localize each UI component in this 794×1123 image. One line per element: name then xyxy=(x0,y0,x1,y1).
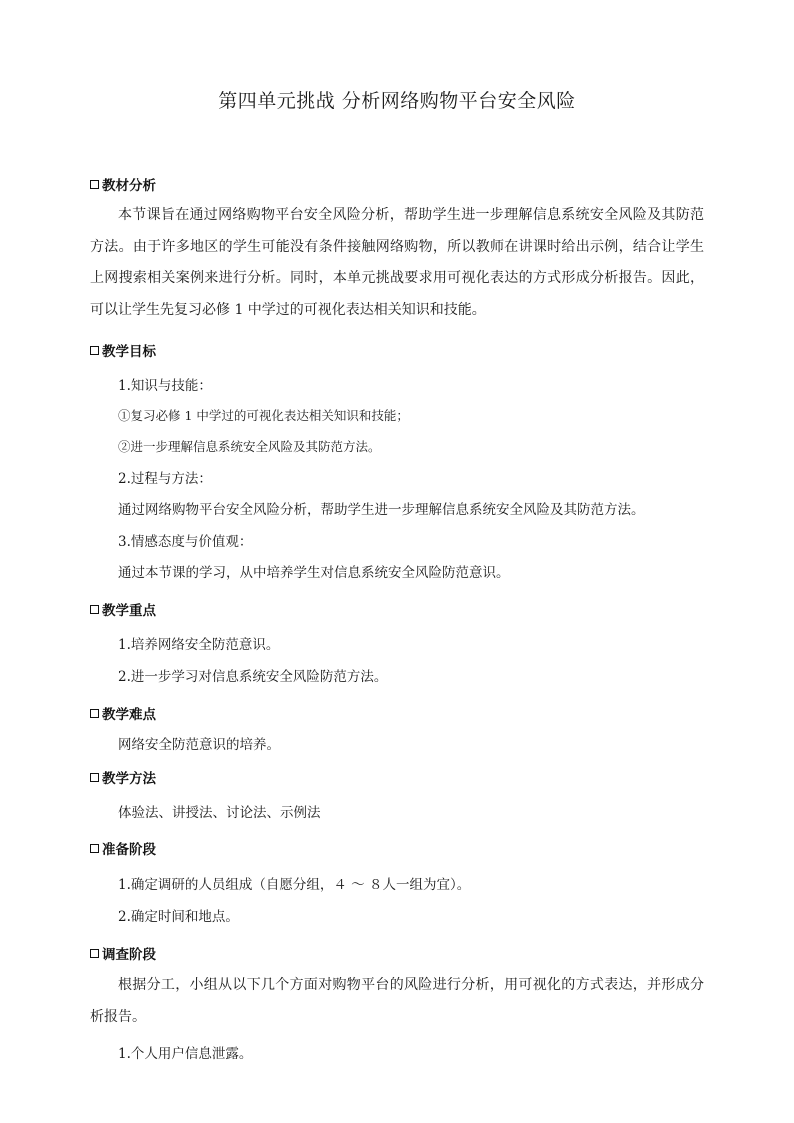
section-heading-label: 教材分析 xyxy=(102,178,156,194)
checkbox-icon xyxy=(90,844,99,853)
goal-item: 3.情感态度与价值观： xyxy=(118,534,253,550)
analysis-paragraph: 本节课旨在通过网络购物平台安全风险分析，帮助学生进一步理解信息系统安全风险及其防范方法。由于许多地区的学生可能没有条件接触网络购物，所以教师在讲课时给出示例，结合让学生上网搜索相关案例来进行分析。同时，本单元挑战要求用可视化表达的方式形成分析报告。因此，可以让学生先复习必修 1 中学过的可视化表达相关知识和技能。 xyxy=(90,207,704,318)
checkbox-icon xyxy=(90,605,99,614)
checkbox-icon xyxy=(90,346,99,355)
section-heading-label: 教学重点 xyxy=(102,603,156,619)
document-title: 第四单元挑战 分析网络购物平台安全风险 xyxy=(218,90,576,112)
section-heading-label: 教学难点 xyxy=(102,707,156,723)
section-heading-investigation xyxy=(90,943,156,963)
goal-item: 1.知识与技能： xyxy=(118,378,212,394)
preparation-item: 2.确定时间和地点。 xyxy=(118,909,239,925)
checkbox-icon xyxy=(90,180,99,189)
section-heading-methods xyxy=(90,767,156,787)
preparation-item: 1.确定调研的人员组成（自愿分组，４ ～ ８人一组为宜）。 xyxy=(118,877,471,893)
difficulty-item: 网络安全防范意识的培养。 xyxy=(118,737,280,753)
goal-item: ①复习必修 1 中学过的可视化表达相关知识和技能； xyxy=(118,408,409,423)
key-point-item: 2.进一步学习对信息系统安全风险防范方法。 xyxy=(118,669,388,685)
section-heading-preparation xyxy=(90,838,156,858)
goal-item: ②进一步理解信息系统安全风险及其防范方法。 xyxy=(118,439,381,454)
section-heading-goals xyxy=(90,340,156,360)
section-heading-label: 调查阶段 xyxy=(102,947,156,963)
goal-item: 2.过程与方法： xyxy=(118,471,212,487)
goal-item: 通过网络购物平台安全风险分析，帮助学生进一步理解信息系统安全风险及其防范方法。 xyxy=(118,502,645,518)
investigation-item: 1.个人用户信息泄露。 xyxy=(118,1046,253,1062)
goal-item: 通过本节课的学习，从中培养学生对信息系统安全风险防范意识。 xyxy=(118,565,510,581)
section-heading-label: 教学方法 xyxy=(102,771,156,787)
section-heading-key-points xyxy=(90,599,156,619)
key-point-item: 1.培养网络安全防范意识。 xyxy=(118,637,280,653)
checkbox-icon xyxy=(90,949,99,958)
section-heading-analysis xyxy=(90,174,156,194)
checkbox-icon xyxy=(90,773,99,782)
investigation-paragraph: 根据分工，小组从以下几个方面对购物平台的风险进行分析，用可视化的方式表达，并形成分析报告。 xyxy=(90,977,704,1025)
method-item: 体验法、讲授法、讨论法、示例法 xyxy=(118,805,321,821)
checkbox-icon xyxy=(90,709,99,718)
section-heading-difficulties xyxy=(90,703,156,723)
section-heading-label: 准备阶段 xyxy=(102,842,156,858)
section-heading-label: 教学目标 xyxy=(102,344,156,360)
